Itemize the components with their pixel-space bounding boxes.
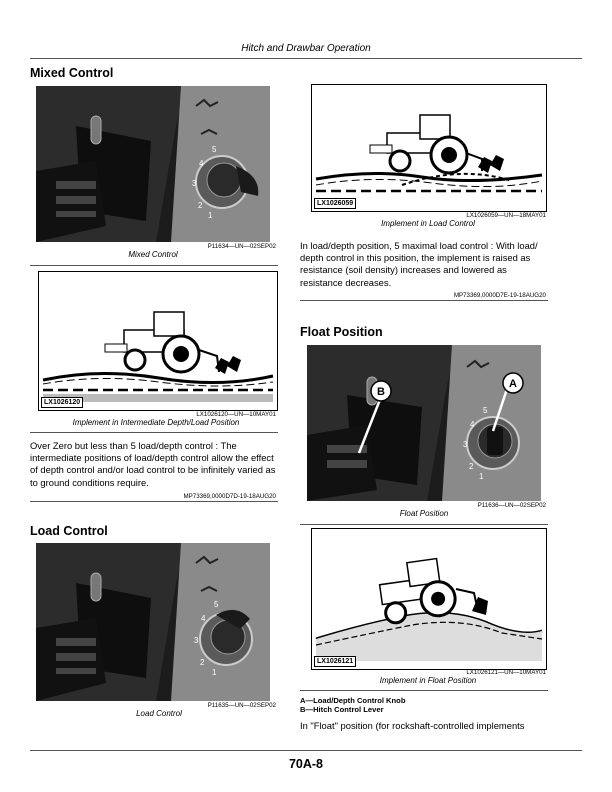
intermediate-ref: LX1026120—UN—10MAY01 (196, 411, 276, 418)
svg-text:1: 1 (479, 472, 484, 481)
load-control-ref: P11635—UN—02SEP02 (207, 702, 276, 709)
float-position-ref: P11636—UN—02SEP02 (477, 502, 546, 509)
dial-number-1: 1 (208, 211, 213, 220)
heading-load-control: Load Control (30, 524, 108, 538)
footer-rule (30, 750, 582, 751)
svg-text:4: 4 (201, 614, 206, 623)
legend-a: A—Load/Depth Control Knob (300, 696, 406, 705)
heading-float-position: Float Position (300, 325, 383, 339)
float-position-photo (307, 345, 541, 501)
rule-5 (300, 524, 548, 525)
float-implement-ref: LX1026121—UN—10MAY01 (466, 669, 546, 676)
load-control-caption: Load Control (136, 709, 182, 718)
float-implement-illustration (311, 528, 547, 670)
page-header-title: Hitch and Drawbar Operation (241, 43, 371, 54)
load-implement-illustration (311, 84, 547, 212)
load-implement-ref: LX1026059—UN—18MAY01 (466, 212, 546, 219)
intermediate-lx-label: LX1026120 (41, 397, 83, 408)
load-implement-caption: Implement in Load Control (381, 219, 475, 228)
mixed-control-photo (36, 86, 270, 242)
rule-4 (300, 300, 548, 301)
intermediate-position-illustration (38, 271, 278, 411)
dial-number-2: 2 (198, 201, 203, 210)
mixed-control-ref: P11634—UN—02SEP02 (207, 243, 276, 250)
load-implement-code: MP73369,0000D7E-19-18AUG20 (453, 292, 546, 299)
rule-6 (300, 690, 548, 691)
dial-number-3: 3 (192, 179, 197, 188)
header-rule (30, 58, 582, 59)
intermediate-code: MP73369,0000D7D-19-18AUG20 (183, 493, 276, 500)
rule-2 (30, 432, 278, 433)
rule-3 (30, 501, 278, 502)
page-number: 70A-8 (288, 757, 324, 771)
callout-a-label: A (509, 378, 517, 390)
float-description: In "Float" position (for rockshaft-controlled implements (300, 720, 525, 731)
intermediate-caption: Implement in Intermediate Depth/Load Position (72, 418, 240, 427)
float-implement-lx-label: LX1026121 (314, 656, 356, 667)
mixed-control-caption: Mixed Control (128, 250, 178, 259)
svg-text:2: 2 (469, 462, 474, 471)
callout-b-label: B (377, 386, 385, 398)
load-implement-description: In load/depth position, 5 maximal load control : With load/ depth control in this position, the implement is raised as resistance (soil density) increases and lowered as resistance decreases. (300, 240, 538, 288)
legend-b: B—Hitch Control Lever (300, 705, 384, 714)
svg-text:4: 4 (470, 420, 475, 429)
float-implement-caption: Implement in Float Position (379, 676, 477, 685)
svg-text:3: 3 (194, 636, 199, 645)
load-control-photo (36, 543, 270, 701)
load-implement-lx-label: LX1026059 (314, 198, 356, 209)
float-position-caption: Float Position (399, 509, 449, 518)
svg-text:5: 5 (214, 600, 219, 609)
dial-number-4: 4 (199, 159, 204, 168)
heading-mixed-control: Mixed Control (30, 66, 114, 80)
rule-1 (30, 265, 278, 266)
svg-text:3: 3 (463, 440, 468, 449)
dial-number-5: 5 (212, 145, 217, 154)
svg-text:1: 1 (212, 668, 217, 677)
intermediate-description: Over Zero but less than 5 load/depth control : The intermediate positions of load/depth control allow the effect of depth control and/or load control to be infinitely varied as to ground conditions require. (30, 440, 276, 488)
svg-text:2: 2 (200, 658, 205, 667)
svg-text:5: 5 (483, 406, 488, 415)
